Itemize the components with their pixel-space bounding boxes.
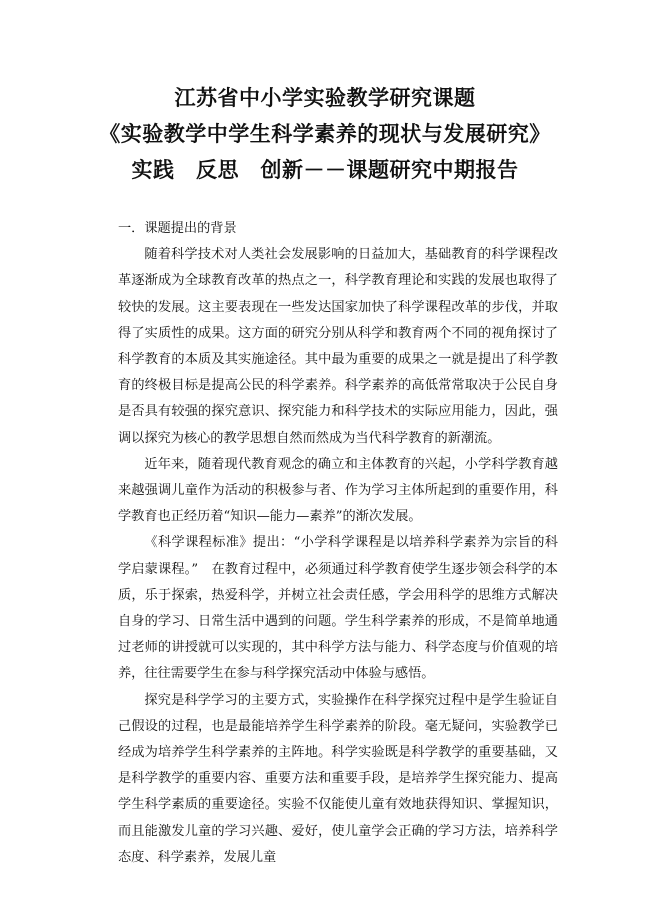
document-body <box>118 216 558 871</box>
report-title-line-3: 实践 反思 创新－－课题研究中期报告 <box>131 158 519 182</box>
paragraph-4: 探究是科学学习的主要方式，实验操作在科学探究过程中是学生验证自己假设的过程，也是最能培养学生科学素养的阶段。毫无疑问，实验教学已经成为培养学生科学素养的主阵地。科学实验既是科学教学的重要基础，又是科学教学的重要内容、重要方法和重要手段，是培养学生探究能力、提高学生科学素质的重要途径。实验不仅能使儿童有效地获得知识、掌握知识，而且能激发儿童的学习兴趣、爱好，使儿童学会正确的学习方法，培养科学态度、科学素养，发展儿童 <box>118 692 558 865</box>
paragraph-2: 近年来，随着现代教育观念的确立和主体教育的兴起，小学科学教育越来越强调儿童作为活动的积极参与者、作为学习主体所起到的重要作用，科学教育也正经历着“知识—能力—素养”的渐次发展。 <box>118 456 558 525</box>
report-title-line-2: 《实验教学中学生科学素养的现状与发展研究》 <box>99 122 551 146</box>
section-heading: 一．课题提出的背景 <box>118 221 237 236</box>
paragraph-3: 《科学课程标准》提出：“小学科学课程是以培养科学素养为宗旨的科学启蒙课程。” 在教育过程中，必须通过科学教育使学生逐步领会科学的本质，乐于探索，热爱科学，并树立社会责任感，学会用科学的思维方式解决自身的学习、日常生活中遇到的问题。学生科学素养的形成，不是简单地通过老师的讲授就可以实现的，其中科学方法与能力、科学态度与价值观的培养，往往需要学生在参与科学探究活动中体验与感悟。 <box>118 535 558 682</box>
title-block <box>0 80 650 188</box>
paragraph-1: 随着科学技术对人类社会发展影响的日益加大，基础教育的科学课程改革逐渐成为全球教育改革的热点之一，科学教育理论和实践的发展也取得了较快的发展。这主要表现在一些发达国家加快了科学课程改革的步伐，并取得了实质性的成果。这方面的研究分别从科学和教育两个不同的视角探讨了科学教育的本质及其实施途径。其中最为重要的成果之一就是提出了科学教育的终极目标是提高公民的科学素养。科学素养的高低常常取决于公民自身是否具有较强的探究意识、探究能力和科学技术的实际应用能力，因此，强调以探究为核心的教学思想自然而然成为当代科学教育的新潮流。 <box>118 247 558 446</box>
report-title-line-1: 江苏省中小学实验教学研究课题 <box>174 86 476 110</box>
